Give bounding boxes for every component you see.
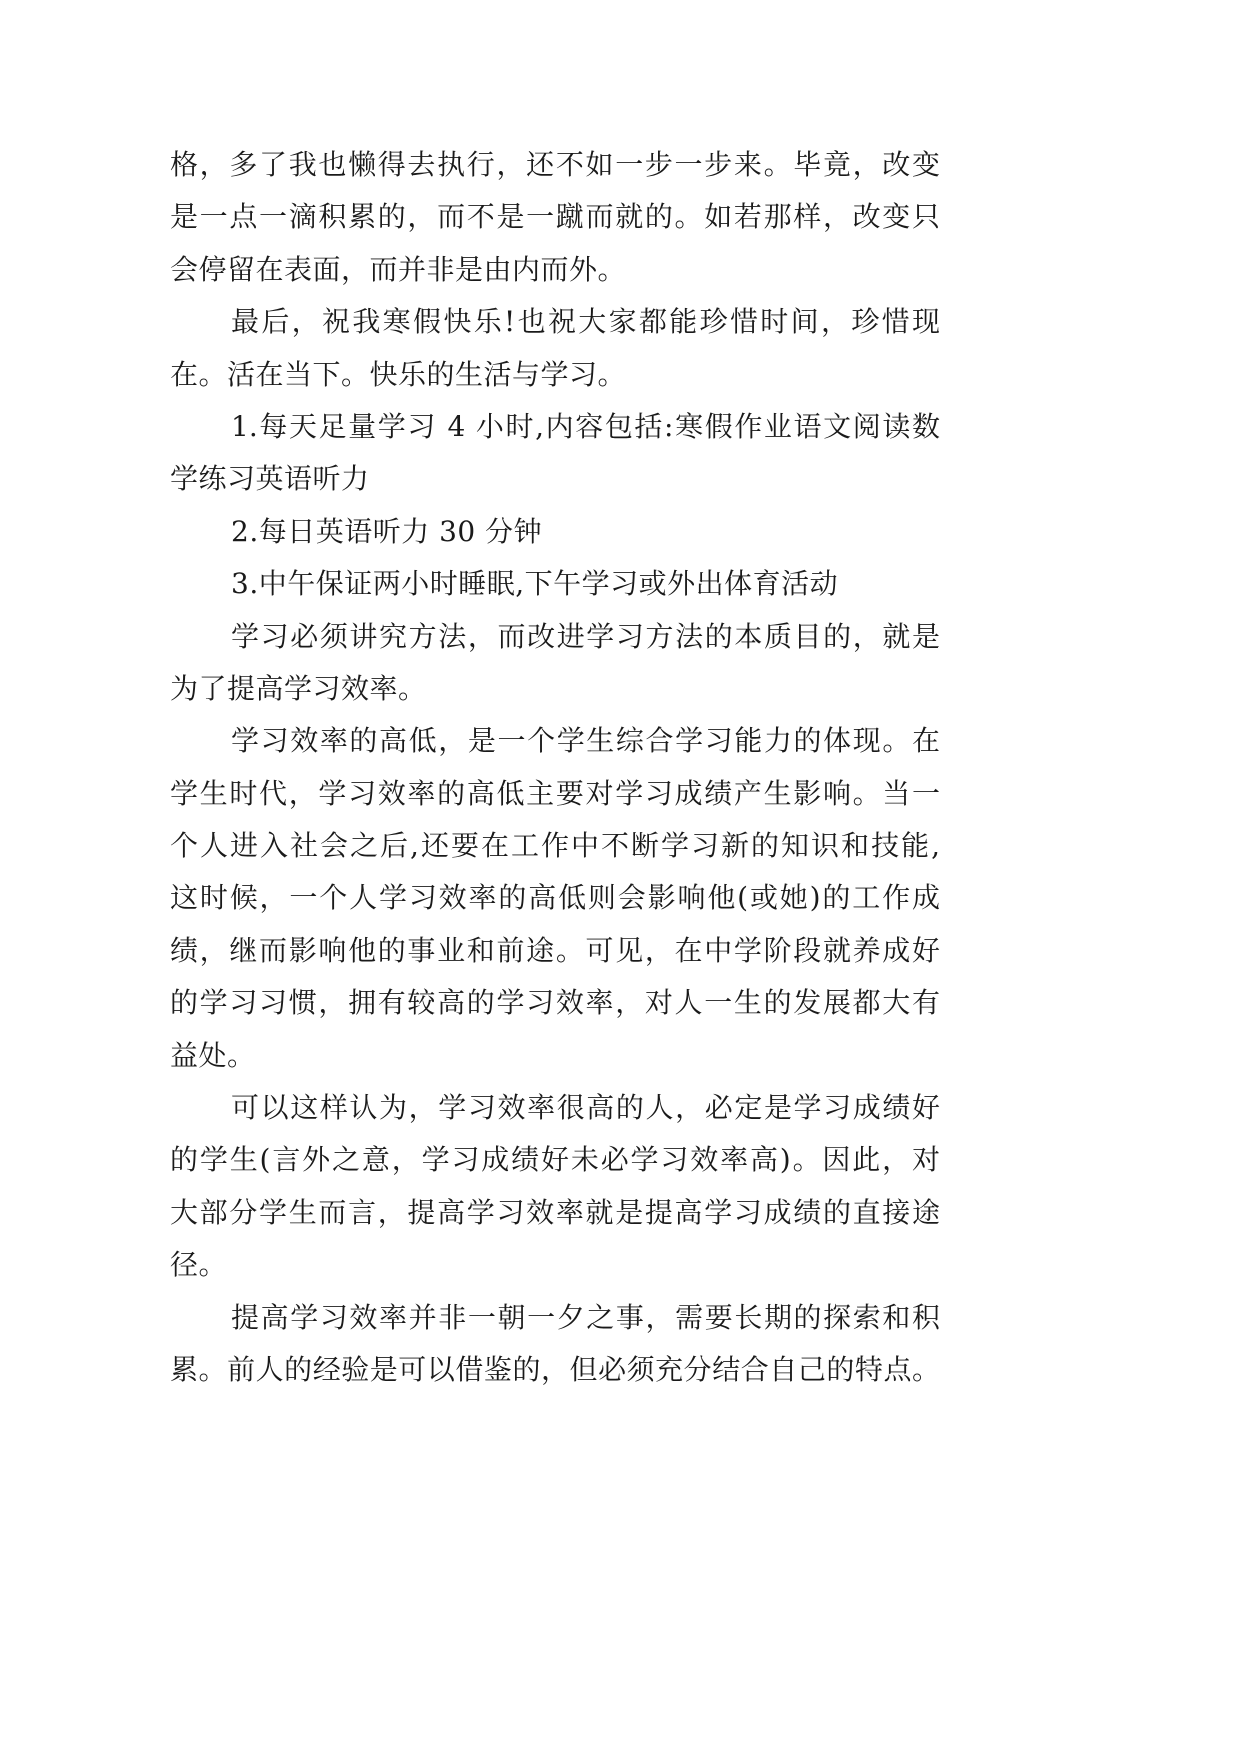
paragraph	[170, 1082, 940, 1292]
body-text	[170, 139, 940, 1396]
paragraph	[170, 715, 940, 1082]
text-line: 1.每天足量学习 4 小时,内容包括:寒假作业语文阅读数	[231, 409, 940, 443]
text-line: 学生时代，学习效率的高低主要对学习成绩产生影响。当一	[170, 776, 940, 810]
text-line: 个人进入社会之后,还要在工作中不断学习新的知识和技能,	[170, 829, 940, 863]
paragraph	[170, 296, 940, 401]
text-line: 的学习习惯，拥有较高的学习效率，对人一生的发展都大有	[170, 986, 940, 1020]
text-line: 累。前人的经验是可以借鉴的，但必须充分结合自己的特点。	[170, 1352, 940, 1386]
text-line: 格，多了我也懒得去执行，还不如一步一步来。毕竟，改变	[170, 148, 940, 181]
text-line: 最后，祝我寒假快乐!也祝大家都能珍惜时间，珍惜现	[231, 305, 940, 339]
list-item	[170, 401, 940, 506]
text-line: 提高学习效率并非一朝一夕之事，需要长期的探索和积	[231, 1300, 940, 1334]
text-line: 可以这样认为，学习效率很高的人，必定是学习成绩好	[231, 1091, 940, 1125]
text-line: 的学生(言外之意，学习成绩好未必学习效率高)。因此，对	[170, 1143, 940, 1177]
text-line: 学练习英语听力	[170, 462, 370, 496]
text-line: 益处。	[170, 1038, 256, 1072]
list-item	[170, 506, 940, 558]
text-line: 为了提高学习效率。	[170, 671, 427, 705]
paragraph	[170, 611, 940, 716]
text-line: 这时候，一个人学习效率的高低则会影响他(或她)的工作成	[170, 881, 940, 915]
text-line: 是一点一滴积累的，而不是一蹴而就的。如若那样，改变只	[170, 200, 940, 234]
text-line: 2.每日英语听力 30 分钟	[231, 514, 543, 548]
paragraph	[170, 1292, 940, 1397]
list-item	[170, 558, 940, 610]
text-line: 3.中午保证两小时睡眠,下午学习或外出体育活动	[231, 567, 839, 601]
text-line: 径。	[170, 1248, 228, 1282]
text-line: 学习必须讲究方法，而改进学习方法的本质目的，就是	[231, 619, 940, 653]
paragraph	[170, 139, 940, 296]
text-line: 绩，继而影响他的事业和前途。可见，在中学阶段就养成好	[170, 933, 940, 967]
text-line: 会停留在表面，而并非是由内而外。	[170, 252, 627, 286]
text-line: 学习效率的高低，是一个学生综合学习能力的体现。在	[231, 724, 940, 758]
text-line: 大部分学生而言，提高学习效率就是提高学习成绩的直接途	[170, 1195, 940, 1229]
text-line: 在。活在当下。快乐的生活与学习。	[170, 357, 627, 391]
